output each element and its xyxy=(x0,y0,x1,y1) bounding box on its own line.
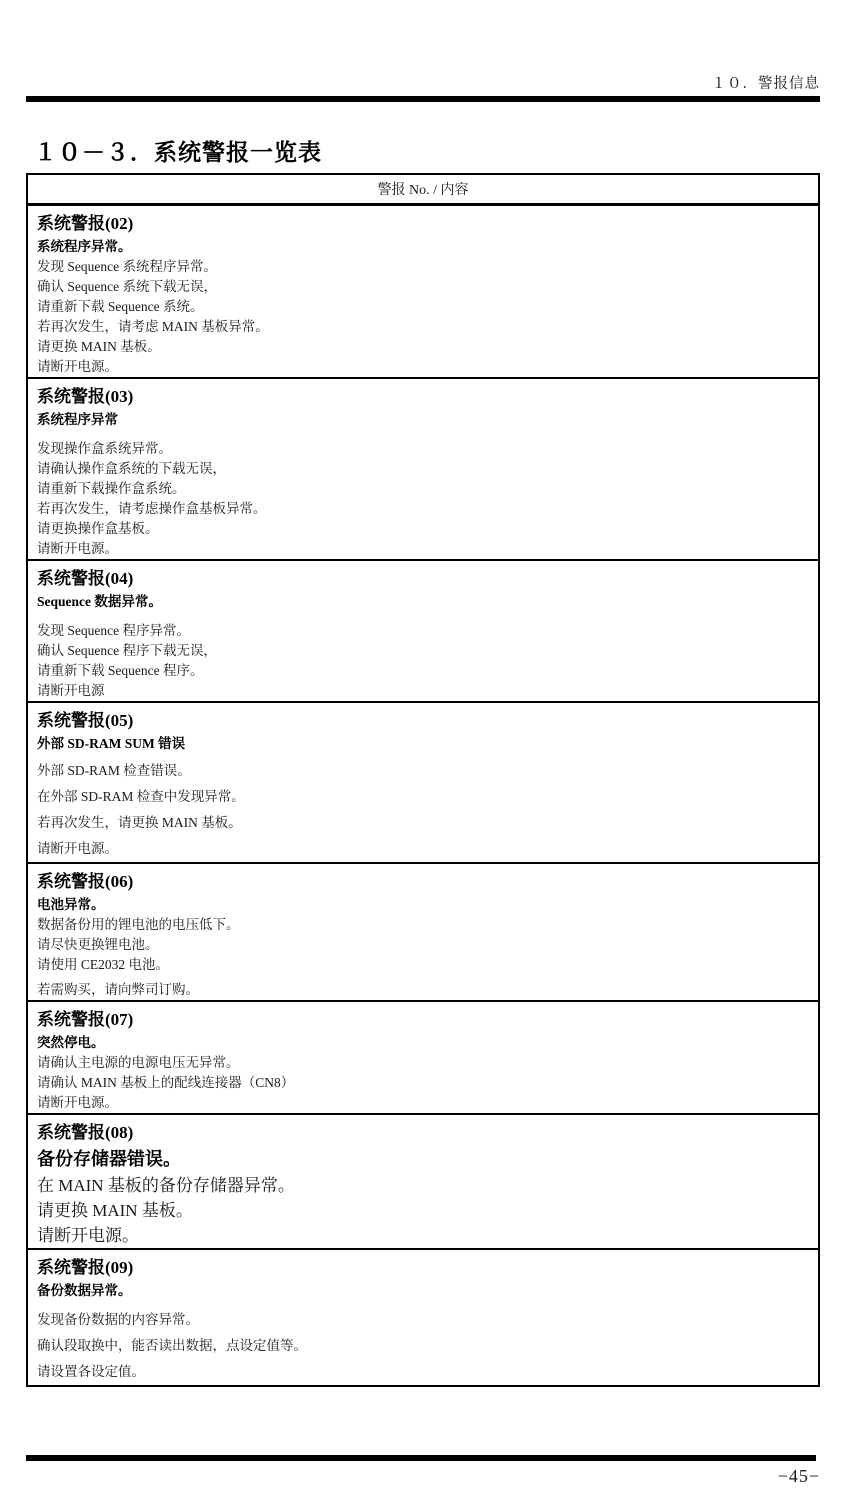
alarm-row xyxy=(28,864,818,1002)
alarm-subtitle: 备份数据异常。 xyxy=(37,1283,132,1298)
alarm-line: 若再次发生，请考虑 MAIN 基板异常。 xyxy=(37,319,269,334)
alarm-subtitle: 突然停电。 xyxy=(37,1035,105,1050)
alarm-line: 确认 Sequence 系统下载无误， xyxy=(37,279,217,294)
alarm-line: 发现操作盒系统异常。 xyxy=(37,441,172,456)
alarm-line: 请断开电源。 xyxy=(37,1226,139,1245)
alarm-title: 系统警报(05) xyxy=(37,711,134,730)
alarm-line: 若再次发生，请考虑操作盒基板异常。 xyxy=(37,501,267,516)
alarm-line: 请尽快更换锂电池。 xyxy=(37,937,159,952)
alarm-title: 系统警报(08) xyxy=(37,1123,134,1142)
alarm-subtitle: 系统程序异常。 xyxy=(37,239,132,254)
alarm-line: 请设置各设定值。 xyxy=(37,1364,145,1379)
alarm-line: 请更换 MAIN 基板。 xyxy=(37,1201,193,1220)
alarm-line: 若需购买，请向弊司订购。 xyxy=(37,982,199,997)
alarm-line: 在 MAIN 基板的备份存储器异常。 xyxy=(37,1176,295,1195)
alarm-line: 请断开电源。 xyxy=(37,1095,118,1110)
alarm-line: 请重新下载 Sequence 系统。 xyxy=(37,299,204,314)
alarm-title: 系统警报(03) xyxy=(37,387,134,406)
bottom-divider-rule xyxy=(26,1455,816,1461)
alarm-line: 确认 Sequence 程序下载无误， xyxy=(37,643,217,658)
alarm-line: 请断开电源。 xyxy=(37,541,118,556)
alarm-subtitle: 系统程序异常 xyxy=(37,412,118,427)
alarm-line: 请重新下载操作盒系统。 xyxy=(37,481,186,496)
alarm-line: 请确认主电源的电源电压无异常。 xyxy=(37,1055,240,1070)
page-number: −45− xyxy=(777,1466,820,1486)
alarm-line: 在外部 SD-RAM 检查中发现异常。 xyxy=(37,789,245,804)
page-title: １０－３．系统警报一览表 xyxy=(34,140,322,165)
alarm-subtitle: 备份存储器错误。 xyxy=(37,1149,181,1169)
alarm-line: 请断开电源。 xyxy=(37,359,118,374)
alarm-line: 数据备份用的锂电池的电压低下。 xyxy=(37,917,240,932)
alarm-title: 系统警报(02) xyxy=(37,214,134,233)
alarm-row xyxy=(28,1002,818,1115)
alarm-line: 请断开电源。 xyxy=(37,841,118,856)
alarm-subtitle: 外部 SD-RAM SUM 错误 xyxy=(37,736,186,751)
alarm-title: 系统警报(09) xyxy=(37,1258,134,1277)
chapter-header: １０．警报信息 xyxy=(711,76,820,92)
alarm-subtitle: 电池异常。 xyxy=(37,897,105,912)
alarm-line: 发现备份数据的内容异常。 xyxy=(37,1312,199,1327)
alarm-row xyxy=(28,561,818,703)
alarm-row xyxy=(28,1250,818,1385)
alarm-row xyxy=(28,379,818,561)
alarm-line: 请使用 CE2032 电池。 xyxy=(37,957,170,972)
system-alarm-table xyxy=(26,173,820,1387)
alarm-line: 请断开电源 xyxy=(37,683,105,698)
alarm-subtitle: Sequence 数据异常。 xyxy=(37,594,162,609)
alarm-line: 发现 Sequence 系统程序异常。 xyxy=(37,259,217,274)
alarm-rows-container xyxy=(28,206,818,1385)
alarm-line: 发现 Sequence 程序异常。 xyxy=(37,623,190,638)
alarm-line: 若再次发生，请更换 MAIN 基板。 xyxy=(37,815,242,830)
alarm-row xyxy=(28,206,818,379)
alarm-line: 请更换 MAIN 基板。 xyxy=(37,339,161,354)
alarm-title: 系统警报(07) xyxy=(37,1010,134,1029)
table-column-header: 警报 No. / 内容 xyxy=(28,175,818,206)
top-divider-rule xyxy=(26,96,820,102)
alarm-title: 系统警报(04) xyxy=(37,569,134,588)
alarm-row xyxy=(28,1115,818,1250)
alarm-title: 系统警报(06) xyxy=(37,872,134,891)
alarm-line: 请重新下载 Sequence 程序。 xyxy=(37,663,204,678)
alarm-line: 外部 SD-RAM 检查错误。 xyxy=(37,763,191,778)
alarm-line: 请确认 MAIN 基板上的配线连接器（CN8） xyxy=(37,1075,295,1090)
alarm-line: 请确认操作盒系统的下载无误， xyxy=(37,461,226,476)
alarm-row xyxy=(28,703,818,864)
alarm-line: 确认段取换中，能否读出数据，点设定值等。 xyxy=(37,1338,307,1353)
alarm-line: 请更换操作盒基板。 xyxy=(37,521,159,536)
